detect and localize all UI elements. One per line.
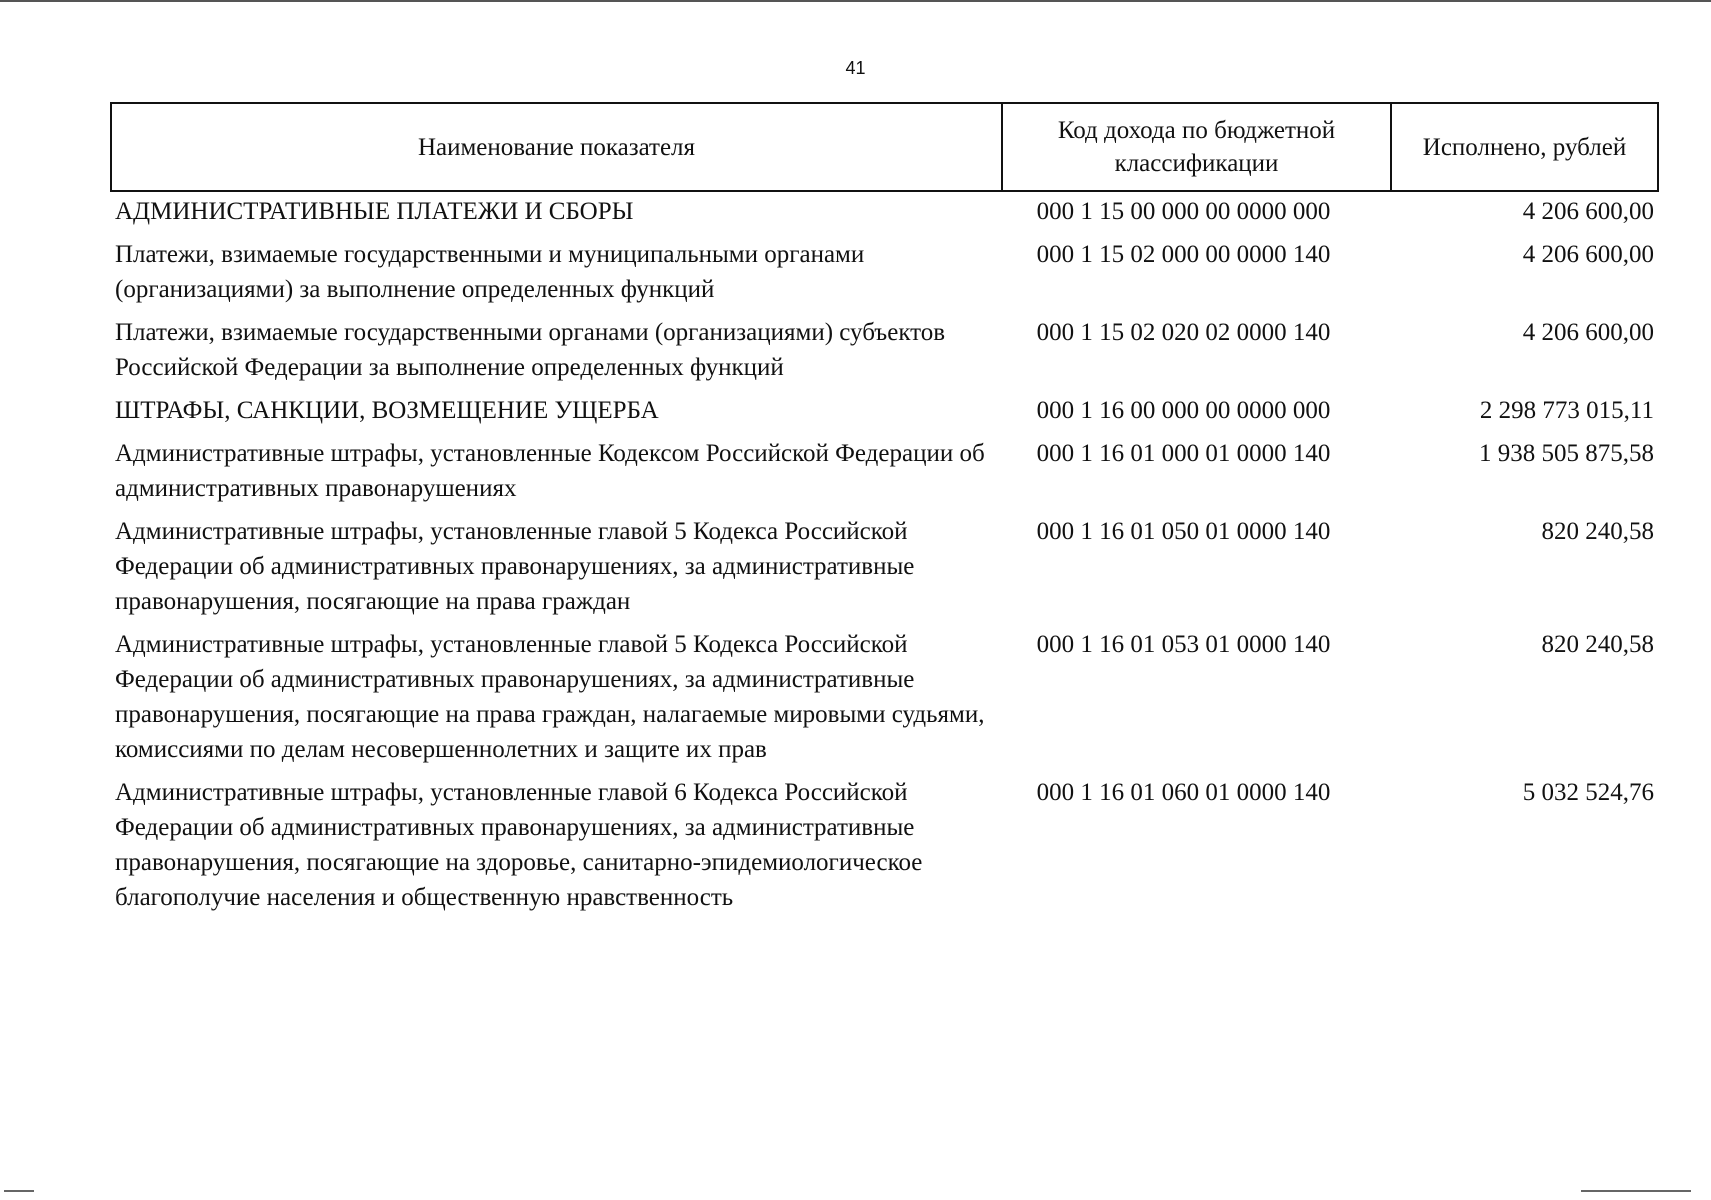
- table-row: [111, 235, 1658, 313]
- row-amount: 820 240,58: [1541, 518, 1654, 545]
- row-name: ШТРАФЫ, САНКЦИИ, ВОЗМЕЩЕНИЕ УЩЕРБА: [115, 397, 659, 424]
- table-row: [111, 391, 1658, 434]
- table-row: [111, 191, 1658, 235]
- row-code: 000 1 16 01 050 01 0000 140: [1036, 518, 1331, 545]
- table-row: [111, 434, 1658, 512]
- header-row: [111, 103, 1658, 191]
- table-row: [111, 773, 1658, 921]
- scan-artifact-left: [4, 1190, 34, 1192]
- table-row: [111, 625, 1658, 773]
- table-row: [111, 512, 1658, 625]
- row-amount: 4 206 600,00: [1522, 198, 1654, 225]
- row-name: Административные штрафы, установленные главой 5 Кодекса Российской Федерации об административных правонарушениях, за административные правонарушения, посягающие на права граждан: [115, 518, 915, 615]
- row-amount: 820 240,58: [1541, 631, 1654, 658]
- header-name: Наименование показателя: [111, 103, 1002, 191]
- row-code: 000 1 15 02 000 00 0000 140: [1036, 241, 1331, 268]
- header-amount: Исполнено, рублей: [1391, 103, 1658, 191]
- row-amount: 5 032 524,76: [1522, 779, 1654, 806]
- row-name: Платежи, взимаемые государственными органами (организациями) субъектов Российской Федерации за выполнение определенных функций: [115, 319, 946, 381]
- budget-revenue-table: [110, 102, 1659, 921]
- row-name: Административные штрафы, установленные Кодексом Российской Федерации об административных правонарушениях: [115, 440, 985, 502]
- row-name: Административные штрафы, установленные главой 5 Кодекса Российской Федерации об административных правонарушениях, за административные правонарушения, посягающие на права граждан, налагаемые мировыми судьями, комиссиями по делам несовершеннолетних и защите их прав: [115, 631, 985, 763]
- row-code: 000 1 15 00 000 00 0000 000: [1036, 198, 1331, 225]
- row-amount: 1 938 505 875,58: [1479, 440, 1654, 467]
- row-amount: 2 298 773 015,11: [1479, 397, 1654, 424]
- header-code: Код дохода по бюджетной классификации: [1002, 103, 1391, 191]
- page-number: 41: [845, 58, 866, 78]
- row-amount: 4 206 600,00: [1522, 319, 1654, 346]
- row-amount: 4 206 600,00: [1522, 241, 1654, 268]
- table-header: [111, 103, 1658, 191]
- row-code: 000 1 16 00 000 00 0000 000: [1036, 397, 1331, 424]
- row-name: АДМИНИСТРАТИВНЫЕ ПЛАТЕЖИ И СБОРЫ: [115, 198, 634, 225]
- table-body: [111, 191, 1658, 921]
- table-row: [111, 313, 1658, 391]
- row-code: 000 1 16 01 053 01 0000 140: [1036, 631, 1331, 658]
- row-name: Платежи, взимаемые государственными и муниципальными органами (организациями) за выполнение определенных функций: [115, 241, 865, 303]
- scan-artifact-right: [1581, 1190, 1691, 1192]
- scan-border-line: [0, 0, 1711, 2]
- row-code: 000 1 16 01 000 01 0000 140: [1036, 440, 1331, 467]
- row-name: Административные штрафы, установленные главой 6 Кодекса Российской Федерации об административных правонарушениях, за административные правонарушения, посягающие на здоровье, санитарно-эпидемиологическое благополучие населения и общественную нравственность: [115, 779, 923, 911]
- row-code: 000 1 15 02 020 02 0000 140: [1036, 319, 1331, 346]
- row-code: 000 1 16 01 060 01 0000 140: [1036, 779, 1331, 806]
